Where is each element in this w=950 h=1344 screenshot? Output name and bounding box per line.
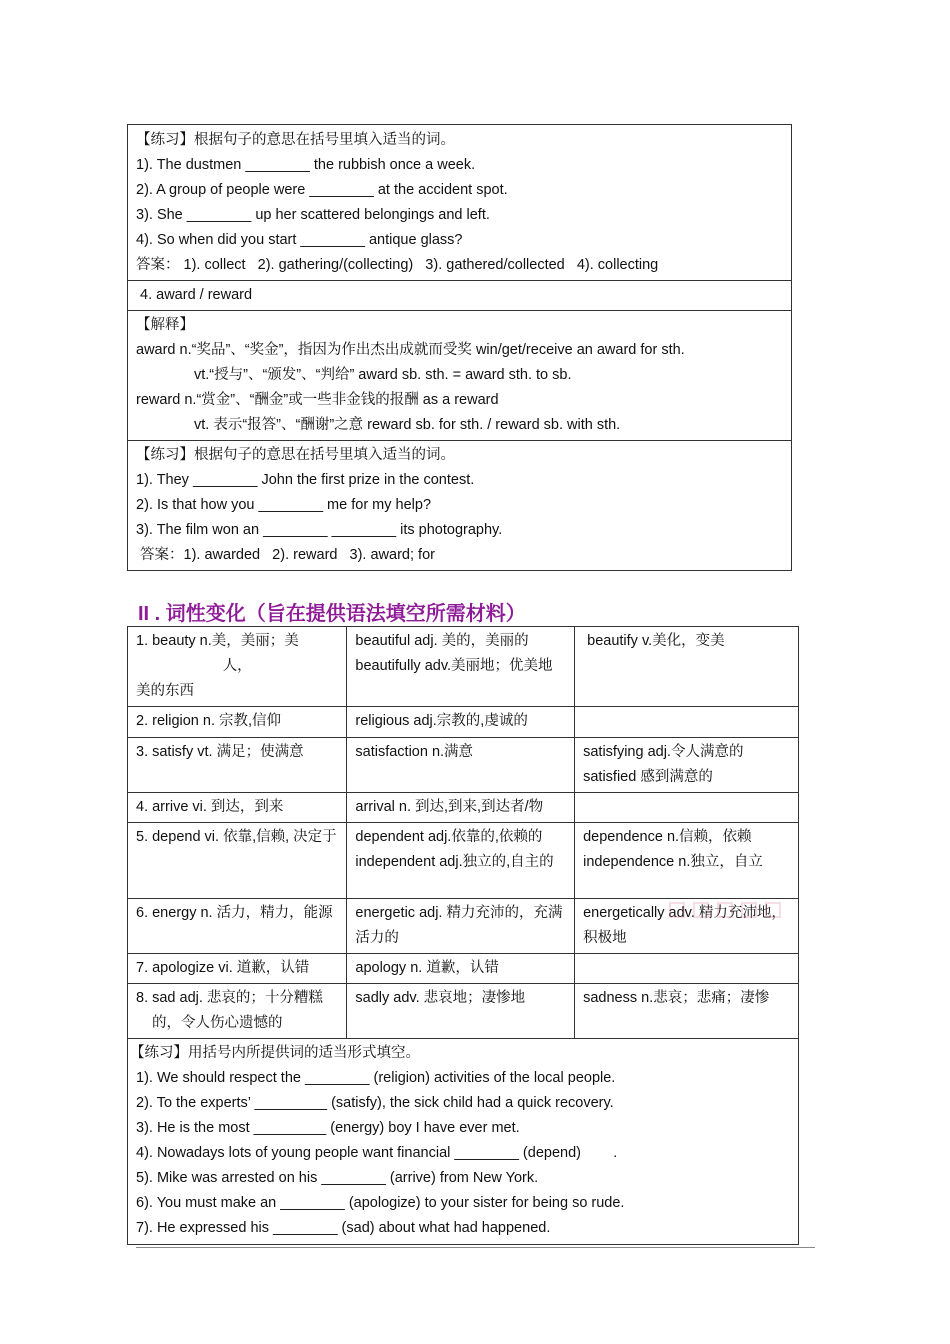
- word-cell: 1. beauty n.美，美丽；美 人， 美的东西: [128, 627, 347, 707]
- table-row: [128, 738, 799, 793]
- word-cell: 5. depend vi. 依靠,信赖, 决定于: [128, 823, 347, 899]
- award-reward-box: [127, 124, 792, 571]
- practice2-item: 3). The film won an ________ ________ its photography.: [136, 522, 503, 538]
- derived-cell: beautify v.美化，变美: [575, 627, 799, 707]
- explanation-title: 【解释】: [136, 317, 194, 333]
- practice3-item: 7). He expressed his ________ (sad) about what had happened.: [136, 1220, 551, 1236]
- table-row: [128, 984, 799, 1039]
- practice1-title: 【练习】根据句子的意思在括号里填入适当的词。: [136, 132, 455, 148]
- derived-cell: [575, 793, 799, 823]
- practice1-item: 3). She ________ up her scattered belongings and left.: [136, 207, 490, 223]
- derived-cell: arrival n. 到达,到来,到达者/物: [347, 793, 575, 823]
- word-forms-table: [127, 626, 799, 1245]
- practice2-answer: 答案：1). awarded 2). reward 3). award; for: [136, 547, 435, 563]
- footer-divider: [136, 1247, 815, 1248]
- derived-cell: satisfying adj.令人满意的 satisfied 感到满意的: [575, 738, 799, 793]
- practice1-answer: 答案： 1). collect 2). gathering/(collecting) 3). gathered/collected 4). collecting: [136, 257, 659, 273]
- practice2-item: 2). Is that how you ________ me for my help?: [136, 497, 432, 513]
- practice3-item: 2). To the experts’ _________ (satisfy), the sick child had a quick recovery.: [136, 1095, 614, 1111]
- watermark-graphic: [668, 898, 792, 924]
- derived-cell: satisfaction n.满意: [347, 738, 575, 793]
- word-heading-cell: [128, 281, 792, 311]
- derived-cell: [575, 954, 799, 984]
- derived-cell: beautiful adj. 美的，美丽的 beautifully adv.美丽地；优美地: [347, 627, 575, 707]
- derived-cell: [575, 707, 799, 738]
- word-cell: 7. apologize vi. 道歉，认错: [128, 954, 347, 984]
- derived-cell: dependent adj.依靠的,依赖的 independent adj.独立的,自主的: [347, 823, 575, 899]
- table-row: [128, 627, 799, 707]
- practice3-title: 【练习】用括号内所提供词的适当形式填空。: [130, 1045, 420, 1061]
- table-row: [128, 823, 799, 899]
- practice2-item: 1). They ________ John the first prize in the contest.: [136, 472, 475, 488]
- word-heading: 4. award / reward: [136, 287, 253, 303]
- word-cell: 2. religion n. 宗教,信仰: [128, 707, 347, 738]
- practice3-item: 5). Mike was arrested on his ________ (arrive) from New York.: [136, 1170, 539, 1186]
- explanation-line: reward n.“赏金”、“酬金”或一些非金钱的报酬 as a reward: [136, 392, 499, 408]
- practice3-cell: [128, 1039, 799, 1245]
- practice2-title: 【练习】根据句子的意思在括号里填入适当的词。: [136, 447, 455, 463]
- practice3-item: 3). He is the most _________ (energy) boy I have ever met.: [136, 1120, 520, 1136]
- table-row: [128, 707, 799, 738]
- explanation-line: award n.“奖品”、“奖金”，指因为作出杰出成就而受奖 win/get/receive an award for sth.: [136, 342, 685, 358]
- practice3-item: 6). You must make an ________ (apologize) to your sister for being so rude.: [136, 1195, 625, 1211]
- word-cell: 4. arrive vi. 到达，到来: [128, 793, 347, 823]
- practice3-item: 1). We should respect the ________ (religion) activities of the local people.: [136, 1070, 616, 1086]
- practice1-item: 4). So when did you start ________ antique glass?: [136, 232, 463, 248]
- word-cell: 6. energy n. 活力，精力，能源: [128, 899, 347, 954]
- derived-cell: energetically adv. 精力充沛地，积极地: [575, 899, 799, 954]
- derived-cell: dependence n.信赖，依赖 independence n.独立，自立: [575, 823, 799, 899]
- section-heading: II . 词性变化（旨在提供语法填空所需材料）: [138, 603, 526, 625]
- word-cell: 8. sad adj. 悲哀的；十分糟糕的，令人伤心遗憾的: [128, 984, 347, 1039]
- derived-cell: sadness n.悲哀；悲痛；凄惨: [575, 984, 799, 1039]
- practice1-cell: [128, 125, 792, 281]
- practice1-item: 1). The dustmen ________ the rubbish once a week.: [136, 157, 476, 173]
- explanation-line: vt.“授与”、“颁发”、“判给” award sb. sth. = award sth. to sb.: [194, 367, 572, 383]
- explanation-cell: [128, 311, 792, 441]
- table-row: [128, 793, 799, 823]
- derived-cell: energetic adj. 精力充沛的，充满活力的: [347, 899, 575, 954]
- practice2-cell: [128, 441, 792, 571]
- derived-cell: religious adj.宗教的,虔诚的: [347, 707, 575, 738]
- table-row: [128, 954, 799, 984]
- practice1-item: 2). A group of people were ________ at the accident spot.: [136, 182, 508, 198]
- explanation-line: vt. 表示“报答”、“酬谢”之意 reward sb. for sth. / reward sb. with sth.: [194, 417, 621, 433]
- word-cell: 3. satisfy vt. 满足；使满意: [128, 738, 347, 793]
- derived-cell: sadly adv. 悲哀地；凄惨地: [347, 984, 575, 1039]
- derived-cell: apology n. 道歉，认错: [347, 954, 575, 984]
- practice3-item: 4). Nowadays lots of young people want financial ________ (depend) .: [136, 1145, 618, 1161]
